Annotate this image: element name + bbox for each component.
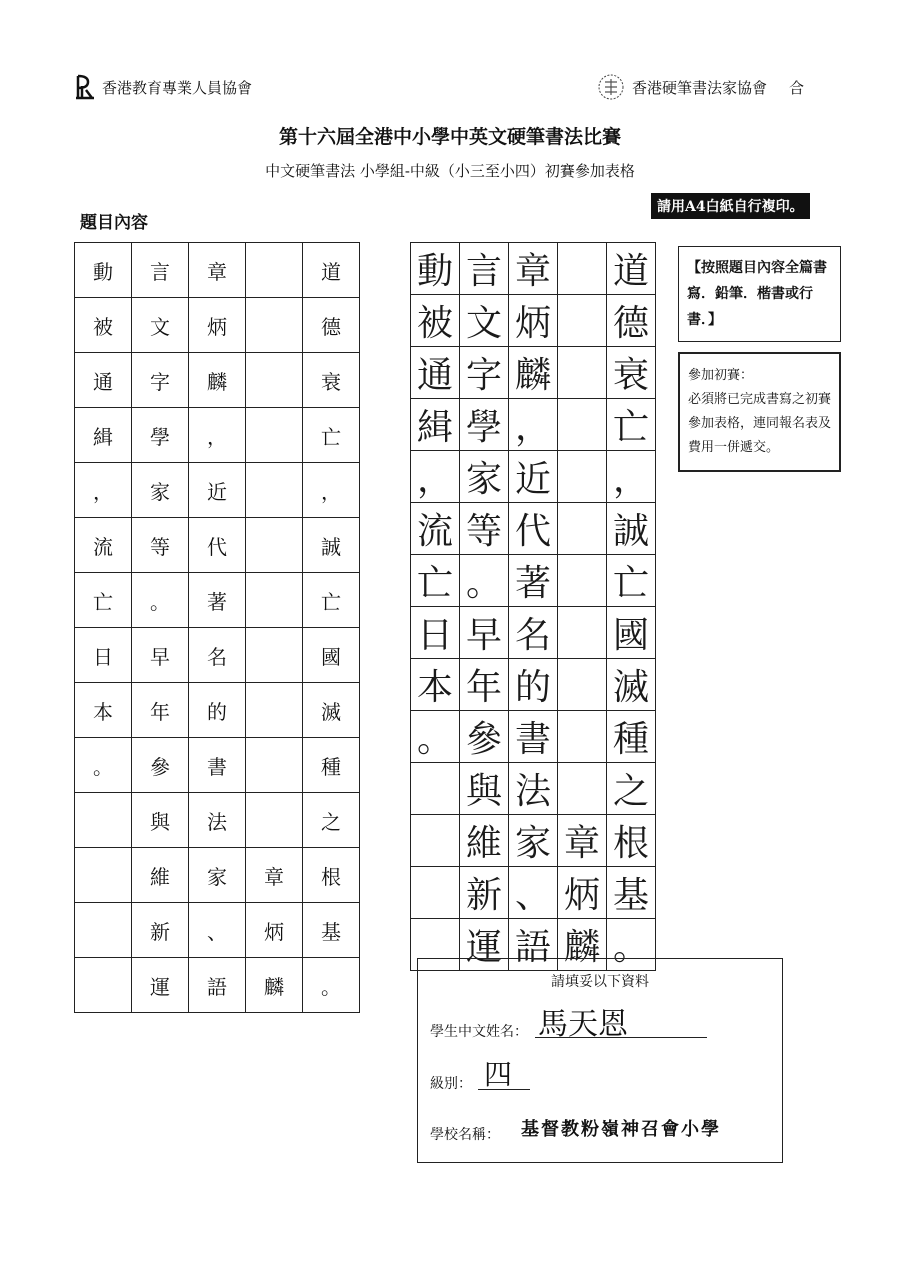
topic-label: 題目內容 <box>80 213 148 233</box>
handwriting-cell: 新 <box>460 867 509 919</box>
handwriting-cell: 名 <box>509 607 558 659</box>
handwriting-row <box>411 399 656 451</box>
topic-cell: 與 <box>132 793 189 848</box>
topic-cell: 動 <box>75 243 132 298</box>
handwriting-cell: 基 <box>607 867 656 919</box>
writing-instruction-box <box>678 246 841 342</box>
topic-cell: 文 <box>132 298 189 353</box>
handwriting-cell <box>558 243 607 295</box>
handwriting-row <box>411 815 656 867</box>
topic-row <box>75 793 360 848</box>
topic-row <box>75 738 360 793</box>
handwriting-cell: 著 <box>509 555 558 607</box>
submission-notice-box <box>678 352 841 472</box>
topic-cell: 名 <box>189 628 246 683</box>
topic-row <box>75 628 360 683</box>
topic-cell <box>246 463 303 518</box>
topic-cell <box>246 793 303 848</box>
topic-row <box>75 683 360 738</box>
handwriting-cell: 麟 <box>558 919 607 971</box>
handwriting-cell: 章 <box>558 815 607 867</box>
handwriting-cell: 滅 <box>607 659 656 711</box>
handwriting-cell: 衰 <box>607 347 656 399</box>
topic-cell: ， <box>303 463 360 518</box>
handwriting-cell <box>558 503 607 555</box>
handwriting-cell <box>558 763 607 815</box>
handwriting-cell: 本 <box>411 659 460 711</box>
handwriting-cell: 。 <box>411 711 460 763</box>
topic-cell: 道 <box>303 243 360 298</box>
handwriting-row <box>411 295 656 347</box>
grade-underline <box>478 1089 530 1090</box>
topic-cell: 著 <box>189 573 246 628</box>
topic-cell: ， <box>75 463 132 518</box>
handwriting-cell <box>558 607 607 659</box>
topic-cell: 炳 <box>189 298 246 353</box>
handwriting-cell <box>558 659 607 711</box>
topic-row <box>75 353 360 408</box>
topic-cell <box>75 848 132 903</box>
handwriting-cell: 亡 <box>607 555 656 607</box>
handwriting-row <box>411 451 656 503</box>
handwriting-cell: 書 <box>509 711 558 763</box>
school-label: 學校名稱： <box>430 1127 500 1143</box>
handwriting-row <box>411 711 656 763</box>
handwriting-cell: 緝 <box>411 399 460 451</box>
org-right-code: 合 <box>789 78 805 97</box>
notice-title: 參加初賽： <box>688 368 754 383</box>
writing-instruction: 【按照題目內容全篇書寫．鉛筆．楷書或行書．】 <box>687 260 827 328</box>
handwriting-cell: 麟 <box>509 347 558 399</box>
topic-row <box>75 573 360 628</box>
handwriting-cell <box>411 815 460 867</box>
handwriting-cell: 維 <box>460 815 509 867</box>
handwriting-cell: 法 <box>509 763 558 815</box>
topic-cell <box>75 903 132 958</box>
topic-cell: 學 <box>132 408 189 463</box>
topic-cell: 根 <box>303 848 360 903</box>
handwriting-cell: 動 <box>411 243 460 295</box>
organizer-right <box>596 72 804 102</box>
handwriting-cell: 道 <box>607 243 656 295</box>
handwriting-cell: 早 <box>460 607 509 659</box>
topic-cell: 亡 <box>75 573 132 628</box>
topic-row <box>75 463 360 518</box>
handwriting-cell: ， <box>509 399 558 451</box>
topic-row <box>75 848 360 903</box>
topic-row <box>75 903 360 958</box>
hkptu-logo-icon <box>74 72 96 102</box>
handwriting-cell: 運 <box>460 919 509 971</box>
topic-row <box>75 243 360 298</box>
topic-cell: 書 <box>189 738 246 793</box>
handwriting-cell: 年 <box>460 659 509 711</box>
name-underline <box>535 1037 707 1038</box>
handwriting-cell: 的 <box>509 659 558 711</box>
handwriting-row <box>411 867 656 919</box>
handwriting-cell: 之 <box>607 763 656 815</box>
handwriting-row <box>411 347 656 399</box>
topic-cell: 滅 <box>303 683 360 738</box>
topic-cell: 新 <box>132 903 189 958</box>
topic-cell: 年 <box>132 683 189 738</box>
handwriting-row <box>411 763 656 815</box>
handwriting-cell: 代 <box>509 503 558 555</box>
calligraphy-society-seal-icon <box>596 72 626 102</box>
topic-cell: 德 <box>303 298 360 353</box>
handwriting-cell: 近 <box>509 451 558 503</box>
handwriting-cell: 國 <box>607 607 656 659</box>
topic-cell: 日 <box>75 628 132 683</box>
handwriting-cell: 字 <box>460 347 509 399</box>
handwriting-cell: 流 <box>411 503 460 555</box>
info-heading: 請填妥以下資料 <box>551 974 649 990</box>
handwriting-cell: 家 <box>460 451 509 503</box>
topic-cell: 運 <box>132 958 189 1013</box>
topic-cell <box>246 683 303 738</box>
topic-cell: 亡 <box>303 573 360 628</box>
topic-cell: 字 <box>132 353 189 408</box>
topic-row <box>75 298 360 353</box>
handwriting-cell <box>558 295 607 347</box>
handwriting-cell <box>558 711 607 763</box>
grade-label: 級別： <box>430 1076 472 1092</box>
topic-cell: 亡 <box>303 408 360 463</box>
topic-cell <box>246 353 303 408</box>
topic-cell: 的 <box>189 683 246 738</box>
topic-cell <box>246 573 303 628</box>
topic-cell: 家 <box>132 463 189 518</box>
handwriting-grid <box>410 242 656 971</box>
topic-cell <box>75 793 132 848</box>
handwriting-row <box>411 659 656 711</box>
topic-cell <box>246 628 303 683</box>
topic-cell: 炳 <box>246 903 303 958</box>
topic-cell: 被 <box>75 298 132 353</box>
topic-cell: 言 <box>132 243 189 298</box>
topic-cell: 流 <box>75 518 132 573</box>
handwriting-cell <box>558 555 607 607</box>
handwriting-cell: 章 <box>509 243 558 295</box>
topic-cell: 等 <box>132 518 189 573</box>
page-subtitle: 中文硬筆書法 小學組-中級（小三至小四）初賽參加表格 <box>265 162 635 180</box>
topic-row <box>75 958 360 1013</box>
a4-print-note: 請用A4白紙自行複印。 <box>651 193 810 219</box>
topic-cell: 通 <box>75 353 132 408</box>
topic-cell <box>246 518 303 573</box>
handwriting-cell <box>558 399 607 451</box>
handwriting-cell: 亡 <box>411 555 460 607</box>
topic-cell: 早 <box>132 628 189 683</box>
topic-cell <box>246 738 303 793</box>
handwriting-row <box>411 555 656 607</box>
handwriting-cell: 語 <box>509 919 558 971</box>
topic-row <box>75 518 360 573</box>
topic-cell: 。 <box>132 573 189 628</box>
handwriting-cell: 亡 <box>607 399 656 451</box>
topic-cell: 維 <box>132 848 189 903</box>
topic-cell: ， <box>189 408 246 463</box>
topic-cell <box>75 958 132 1013</box>
topic-cell: 國 <box>303 628 360 683</box>
handwriting-cell: 家 <box>509 815 558 867</box>
org-left-name: 香港教育專業人員協會 <box>102 78 253 97</box>
topic-cell: 之 <box>303 793 360 848</box>
handwriting-cell: 根 <box>607 815 656 867</box>
handwriting-cell: 炳 <box>558 867 607 919</box>
topic-cell: 近 <box>189 463 246 518</box>
handwriting-cell: 參 <box>460 711 509 763</box>
topic-cell <box>246 298 303 353</box>
topic-cell: 。 <box>75 738 132 793</box>
page-title: 第十六屆全港中小學中英文硬筆書法比賽 <box>278 126 621 148</box>
topic-grid <box>74 242 360 1013</box>
handwriting-cell: 種 <box>607 711 656 763</box>
topic-row <box>75 408 360 463</box>
handwriting-row <box>411 607 656 659</box>
handwriting-row <box>411 243 656 295</box>
topic-cell: 。 <box>303 958 360 1013</box>
handwriting-cell: ， <box>607 451 656 503</box>
student-info-box <box>417 958 783 1163</box>
handwriting-cell: 、 <box>509 867 558 919</box>
topic-cell: 代 <box>189 518 246 573</box>
topic-cell: 語 <box>189 958 246 1013</box>
handwriting-cell: 文 <box>460 295 509 347</box>
handwriting-cell: 與 <box>460 763 509 815</box>
handwriting-cell: ， <box>411 451 460 503</box>
topic-cell: 誠 <box>303 518 360 573</box>
handwriting-cell: 。 <box>607 919 656 971</box>
topic-cell: 章 <box>246 848 303 903</box>
handwriting-cell: 德 <box>607 295 656 347</box>
topic-cell: 參 <box>132 738 189 793</box>
topic-cell: 麟 <box>189 353 246 408</box>
handwriting-cell: 。 <box>460 555 509 607</box>
topic-cell: 緝 <box>75 408 132 463</box>
topic-cell <box>246 408 303 463</box>
topic-cell: 、 <box>189 903 246 958</box>
handwriting-cell: 誠 <box>607 503 656 555</box>
topic-cell <box>246 243 303 298</box>
handwriting-cell: 等 <box>460 503 509 555</box>
topic-cell: 本 <box>75 683 132 738</box>
handwriting-cell: 日 <box>411 607 460 659</box>
handwriting-cell: 被 <box>411 295 460 347</box>
grade-field[interactable]: 四 <box>484 1058 513 1091</box>
handwriting-cell <box>411 867 460 919</box>
topic-cell: 家 <box>189 848 246 903</box>
handwriting-cell: 通 <box>411 347 460 399</box>
school-name-field[interactable]: 基督教粉嶺神召會小學 <box>521 1119 721 1140</box>
topic-cell: 法 <box>189 793 246 848</box>
topic-cell: 基 <box>303 903 360 958</box>
topic-cell: 麟 <box>246 958 303 1013</box>
name-label: 學生中文姓名： <box>430 1024 528 1040</box>
handwriting-cell: 言 <box>460 243 509 295</box>
handwriting-cell: 學 <box>460 399 509 451</box>
topic-cell: 章 <box>189 243 246 298</box>
handwriting-cell: 炳 <box>509 295 558 347</box>
student-name-field[interactable]: 馬天恩 <box>538 1007 628 1042</box>
handwriting-cell <box>411 763 460 815</box>
notice-body: 必須將已完成書寫之初賽參加表格，連同報名表及費用一併遞交。 <box>688 392 832 455</box>
handwriting-row <box>411 503 656 555</box>
handwriting-cell <box>558 451 607 503</box>
topic-cell: 衰 <box>303 353 360 408</box>
handwriting-cell <box>558 347 607 399</box>
org-right-name: 香港硬筆書法家協會 <box>632 78 768 97</box>
organizer-left <box>74 72 252 102</box>
topic-cell: 種 <box>303 738 360 793</box>
